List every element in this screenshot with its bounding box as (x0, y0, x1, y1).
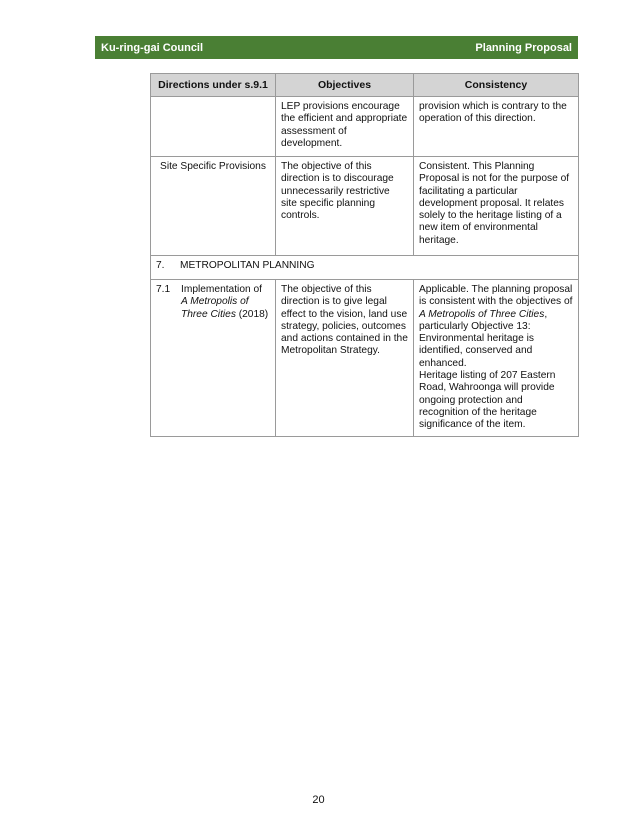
page-number: 20 (312, 794, 325, 806)
consistency-cell (414, 280, 579, 437)
table-header-row (151, 74, 579, 97)
objective-cell: The objective of this direction is to give legal effect to the vision, land use strategy, policies, outcomes and actions contained in the Metropolitan Strategy. (276, 280, 414, 437)
table-row (151, 97, 579, 157)
table-row (151, 157, 579, 256)
table-row (151, 280, 579, 437)
consistency-italic: A Metropolis of Three Cities (419, 308, 545, 320)
direction-number: 7.1 (156, 284, 171, 295)
document-header (95, 36, 578, 59)
objective-cell: The objective of this direction is to discourage unnecessarily restrictive site specific planning controls. (276, 157, 414, 256)
direction-cell: Site Specific Provisions (151, 157, 276, 256)
direction-text: Implementation of A Metropolis of Three Cities (2018) (181, 284, 269, 320)
section-heading-cell (151, 256, 579, 280)
column-header-consistency: Consistency (414, 74, 579, 97)
direction-title-italic: A Metropolis of Three Cities (181, 296, 249, 320)
section-title: METROPOLITAN PLANNING (180, 260, 315, 271)
consistency-paragraph: Applicable. The planning proposal is consistent with the objectives of A Metropolis of Three Cities, particularly Objective 13: Environmental heritage is identified, conserved and enhanced. (419, 284, 573, 369)
directions-table (150, 73, 579, 437)
council-name: Ku-ring-gai Council (101, 41, 204, 54)
direction-cell (151, 97, 276, 157)
consistency-paragraph-2: Heritage listing of 207 Eastern Road, Wahroonga will provide ongoing protection and recognition of the heritage significance of the item. (419, 370, 556, 431)
section-number: 7. (156, 260, 165, 271)
document-title: Planning Proposal (475, 41, 572, 54)
consistency-cell: provision which is contrary to the operation of this direction. (414, 97, 579, 157)
section-row (151, 256, 579, 280)
column-header-directions: Directions under s.9.1 (151, 74, 276, 97)
direction-cell (151, 280, 276, 437)
column-header-objectives: Objectives (276, 74, 414, 97)
consistency-cell: Consistent. This Planning Proposal is not for the purpose of facilitating a particular development proposal. It relates solely to the heritage listing of a new item of environmental heritage. (414, 157, 579, 256)
objective-cell: LEP provisions encourage the efficient and appropriate assessment of development. (276, 97, 414, 157)
